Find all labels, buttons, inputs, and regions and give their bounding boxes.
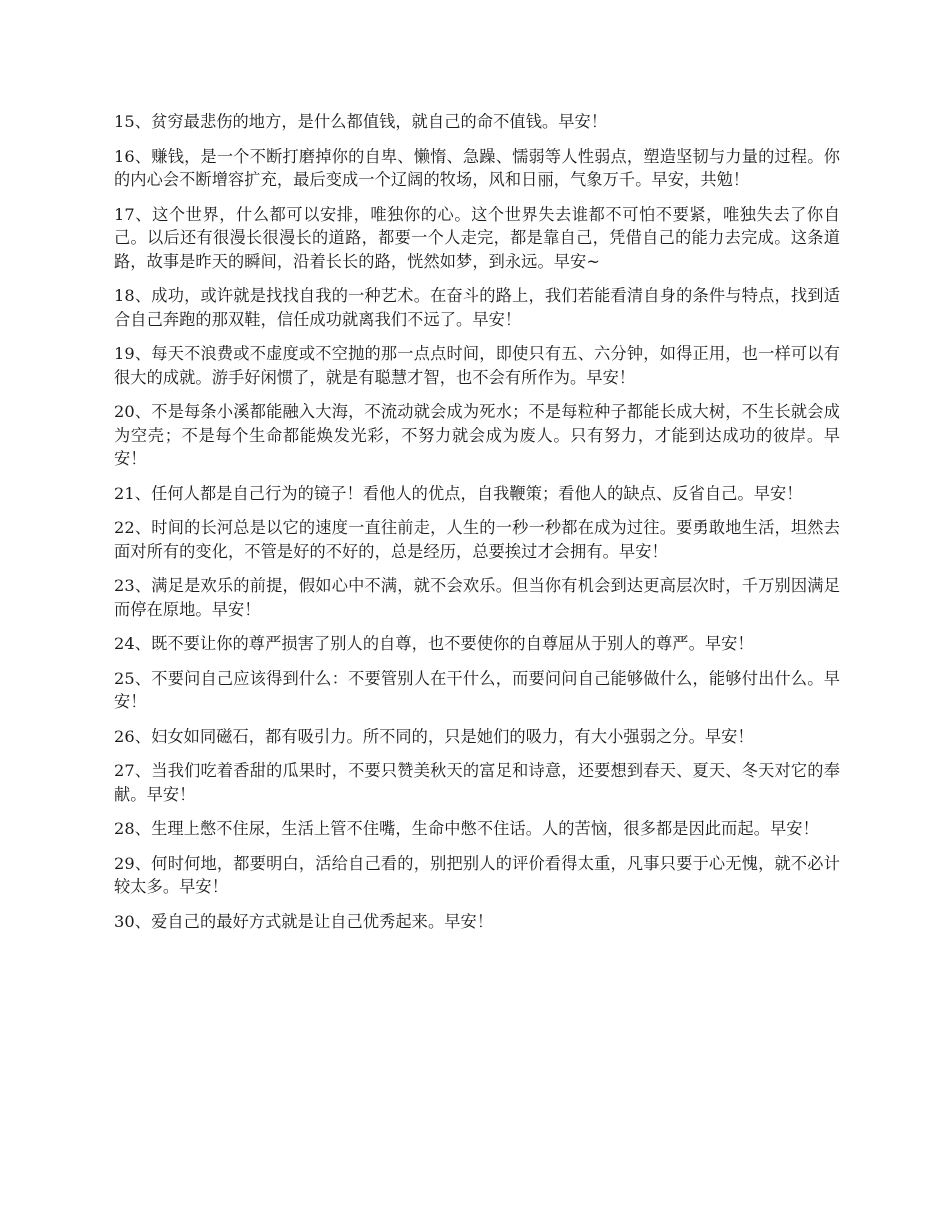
paragraph-24: 24、既不要让你的尊严损害了别人的自尊，也不要使你的自尊屈从于别人的尊严。早安！ <box>114 634 754 653</box>
paragraph-18: 18、成功，或许就是找找自我的一种艺术。在奋斗的路上，我们若能看清自身的条件与特点，找到适合自己奔跑的那双鞋，信任成功就离我们不远了。早安！ <box>114 286 840 329</box>
paragraph-25: 25、不要问自己应该得到什么：不要管别人在干什么，而要问问自己能够做什么，能够付出什么。早安！ <box>114 668 840 711</box>
paragraph-26: 26、妇女如同磁石，都有吸引力。所不同的，只是她们的吸力，有大小强弱之分。早安！ <box>114 726 754 746</box>
paragraph-16: 16、赚钱，是一个不断打磨掉你的自卑、懒惰、急躁、懦弱等人性弱点，塑造坚韧与力量的过程。你的内心会不断增容扩充，最后变成一个辽阔的牧场，风和日丽，气象万千。早安，共勉！ <box>114 146 840 189</box>
paragraph-20: 20、不是每条小溪都能融入大海，不流动就会成为死水；不是每粒种子都能长成大树，不生长就会成为空壳；不是每个生命都能焕发光彩，不努力就会成为废人。只有努力，才能到达成功的彼岸。早安！ <box>114 402 840 468</box>
paragraph-17: 17、这个世界，什么都可以安排，唯独你的心。这个世界失去谁都不可怕不要紧，唯独失去了你自己。以后还有很漫长很漫长的道路，都要一个人走完，都是靠自己，凭借自己的能力去完成。这条道路，故事是昨天的瞬间，沿着长长的路，恍然如梦，到永远。早安~ <box>114 204 840 271</box>
document-body <box>114 110 840 944</box>
paragraph-23: 23、满足是欢乐的前提，假如心中不满，就不会欢乐。但当你有机会到达更高层次时，千万别因满足而停在原地。早安！ <box>114 576 840 619</box>
paragraph-29: 29、何时何地，都要明白，活给自己看的，别把别人的评价看得太重，凡事只要于心无愧，就不必计较太多。早安！ <box>114 853 840 896</box>
paragraph-22: 22、时间的长河总是以它的速度一直往前走，人生的一秒一秒都在成为过往。要勇敢地生活，坦然去面对所有的变化，不管是好的不好的，总是经历，总要挨过才会拥有。早安！ <box>114 518 840 561</box>
paragraph-21: 21、任何人都是自己行为的镜子！看他人的优点，自我鞭策；看他人的缺点、反省自己。早安！ <box>114 483 803 503</box>
paragraph-28: 28、生理上憋不住尿，生活上管不住嘴，生命中憋不住话。人的苦恼，很多都是因此而起。早安！ <box>114 819 819 838</box>
paragraph-19: 19、每天不浪费或不虚度或不空抛的那一点点时间，即使只有五、六分钟，如得正用，也一样可以有很大的成就。游手好闲惯了，就是有聪慧才智，也不会有所作为。早安！ <box>114 344 840 387</box>
paragraph-30: 30、爱自己的最好方式就是让自己优秀起来。早安！ <box>114 911 494 931</box>
paragraph-27: 27、当我们吃着香甜的瓜果时，不要只赞美秋天的富足和诗意，还要想到春天、夏天、冬天对它的奉献。早安！ <box>114 761 840 804</box>
paragraph-15: 15、贫穷最悲伤的地方，是什么都值钱，就自己的命不值钱。早安！ <box>114 112 608 131</box>
